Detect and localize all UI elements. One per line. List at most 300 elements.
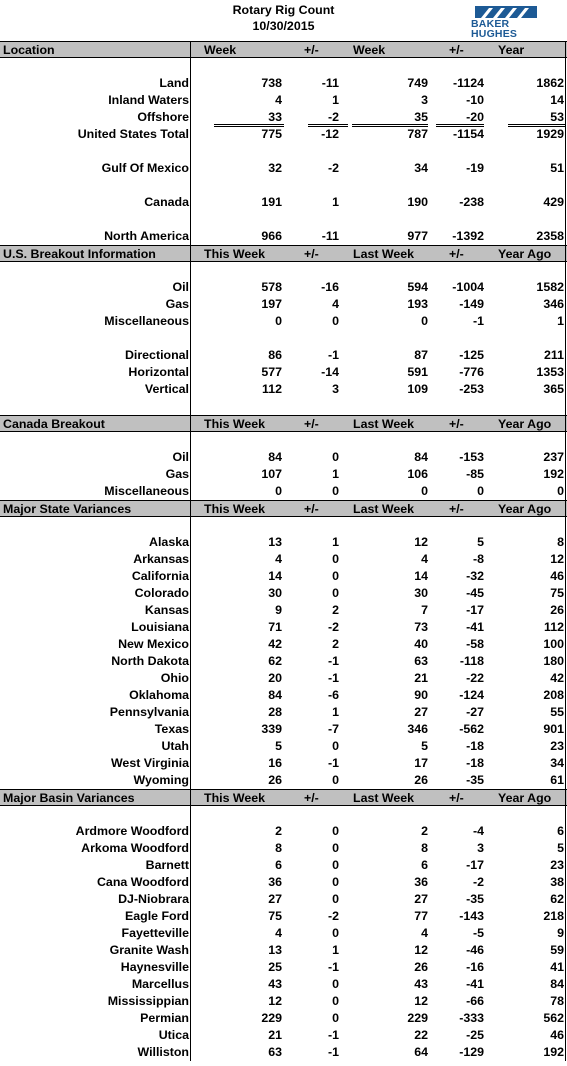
cell-last-week: 63 [414,654,428,668]
header-this-week: This Week [204,502,266,516]
cell-change-week: -11 [321,76,339,90]
cell-label: Miscellaneous [104,484,189,498]
header-year-ago: Year Ago [498,791,552,805]
cell-this-week: 12 [268,994,282,1008]
cell-change-year: -17 [466,858,484,872]
cell-last-week: 12 [414,994,428,1008]
section-header [0,500,567,517]
cell-change-week: 0 [332,773,339,787]
table-row [0,534,567,551]
cell-year-ago: 562 [543,1011,564,1025]
cell-label: Wyoming [133,773,189,787]
cell-this-week: 84 [268,688,282,702]
table-row [0,874,567,891]
header-change-year: +/- [449,502,464,516]
cell-year-ago: 1 [557,314,564,328]
cell-change-year: -27 [466,705,484,719]
cell-label: Gas [165,297,189,311]
total-underline [436,124,484,125]
cell-this-week: 775 [261,127,282,141]
cell-change-week: -1 [327,671,339,685]
cell-this-week: 13 [268,535,282,549]
header-last-week: Week [353,43,386,57]
spacer-row [0,262,567,279]
cell-last-week: 229 [407,1011,428,1025]
cell-change-year: -66 [466,994,484,1008]
header-change-week: +/- [304,417,319,431]
header-this-week: This Week [204,247,266,261]
cell-label: Miscellaneous [104,314,189,328]
cell-label: Kansas [144,603,189,617]
cell-last-week: 14 [414,569,428,583]
cell-year-ago: 112 [544,620,564,634]
cell-change-week: 0 [332,1011,339,1025]
header-label: Canada Breakout [3,417,105,431]
cell-label: Marcellus [131,977,189,991]
section-header [0,245,567,262]
table-row [0,75,567,92]
cell-last-week: 77 [414,909,428,923]
cell-change-week: 1 [332,195,339,209]
cell-change-year: -25 [466,1028,484,1042]
table-row [0,228,567,245]
cell-last-week: 5 [421,739,428,753]
cell-this-week: 25 [268,960,282,974]
table-row [0,993,567,1010]
cell-change-week: 0 [332,552,339,566]
table-row [0,942,567,959]
cell-change-week: -2 [327,161,339,175]
cell-year-ago: 211 [544,348,564,362]
spacer-row [0,58,567,75]
cell-this-week: 43 [268,977,282,991]
cell-label: Oil [172,450,189,464]
cell-last-week: 17 [414,756,428,770]
cell-change-week: 2 [332,603,339,617]
cell-label: Mississippian [107,994,189,1008]
cell-this-week: 20 [268,671,282,685]
header-change-week: +/- [304,791,319,805]
cell-this-week: 229 [261,1011,282,1025]
cell-label: Arkoma Woodford [81,841,189,855]
cell-last-week: 34 [414,161,428,175]
cell-year-ago: 75 [550,586,564,600]
cell-change-year: -8 [472,552,484,566]
cell-change-year: -17 [466,603,484,617]
cell-change-year: -46 [466,943,484,957]
cell-last-week: 109 [407,382,428,396]
cell-change-year: -1154 [452,127,484,141]
cell-this-week: 26 [268,773,282,787]
cell-this-week: 63 [268,1045,282,1059]
cell-label: Arkansas [133,552,189,566]
cell-label: Oklahoma [129,688,189,702]
cell-change-year: -143 [459,909,484,923]
cell-this-week: 112 [262,382,282,396]
cell-change-year: -22 [466,671,484,685]
header-year-ago: Year Ago [498,417,552,431]
cell-this-week: 14 [268,569,282,583]
spacer-row [0,330,567,347]
cell-change-year: -20 [466,110,484,124]
cell-year-ago: 429 [543,195,564,209]
cell-change-week: -12 [321,127,339,141]
table-row [0,296,567,313]
cell-change-week: -11 [321,229,339,243]
cell-change-week: 4 [332,297,339,311]
cell-change-week: -2 [327,110,339,124]
spacer-row [0,211,567,228]
table-row [0,313,567,330]
table-row [0,551,567,568]
cell-last-week: 0 [421,484,428,498]
cell-last-week: 591 [407,365,428,379]
cell-label: Ardmore Woodford [75,824,189,838]
cell-this-week: 36 [268,875,282,889]
cell-change-week: -1 [327,1045,339,1059]
total-underline [508,124,565,125]
cell-last-week: 87 [414,348,428,362]
table-row [0,449,567,466]
section-header [0,41,567,58]
cell-last-week: 84 [414,450,428,464]
cell-change-week: 0 [332,875,339,889]
cell-change-week: 1 [332,705,339,719]
cell-year-ago: 34 [550,756,564,770]
cell-last-week: 22 [414,1028,428,1042]
cell-change-week: 1 [332,467,339,481]
table-row [0,483,567,500]
cell-label: Directional [124,348,189,362]
cell-this-week: 21 [268,1028,282,1042]
cell-this-week: 30 [268,586,282,600]
section-header [0,415,567,432]
total-underline [308,124,348,125]
cell-label: North Dakota [111,654,189,668]
cell-year-ago: 9 [557,926,564,940]
cell-change-year: -45 [466,586,484,600]
cell-last-week: 73 [414,620,428,634]
cell-last-week: 594 [407,280,428,294]
cell-last-week: 35 [414,110,428,124]
cell-year-ago: 237 [543,450,564,464]
logo-line2: HUGHES [471,28,518,40]
cell-change-week: 0 [332,841,339,855]
report-title: Rotary Rig Count [232,3,335,17]
cell-change-week: 0 [332,586,339,600]
cell-change-year: -124 [459,688,484,702]
header-year-ago: Year [498,43,525,57]
cell-change-year: -41 [466,620,484,634]
cell-change-week: 0 [332,892,339,906]
cell-this-week: 71 [268,620,282,634]
table-row [0,381,567,398]
cell-last-week: 12 [414,535,428,549]
cell-change-year: -18 [466,756,484,770]
cell-change-week: 1 [332,93,339,107]
cell-last-week: 36 [414,875,428,889]
cell-change-week: 0 [332,858,339,872]
cell-this-week: 0 [275,314,282,328]
section-header [0,789,567,806]
cell-this-week: 738 [261,76,282,90]
cell-year-ago: 208 [543,688,564,702]
cell-last-week: 749 [407,76,428,90]
cell-year-ago: 1929 [536,127,564,141]
table-row [0,279,567,296]
cell-last-week: 977 [407,229,428,243]
header-last-week: Last Week [353,247,415,261]
cell-change-week: 0 [332,739,339,753]
header-change-year: +/- [449,417,464,431]
cell-change-year: -238 [459,195,484,209]
cell-label: Fayetteville [121,926,189,940]
table-row [0,925,567,942]
spacer-row [0,177,567,194]
cell-label: New Mexico [118,637,189,651]
cell-year-ago: 1582 [536,280,564,294]
cell-year-ago: 218 [543,909,564,923]
cell-label: Utica [158,1028,189,1042]
table-row [0,721,567,738]
cell-label: United States Total [77,127,189,141]
cell-year-ago: 8 [557,535,564,549]
cell-last-week: 40 [414,637,428,651]
cell-last-week: 4 [421,552,428,566]
table-row [0,619,567,636]
cell-year-ago: 5 [557,841,564,855]
cell-year-ago: 14 [550,93,564,107]
cell-year-ago: 46 [550,1028,564,1042]
header-change-year: +/- [449,791,464,805]
cell-change-year: -18 [466,739,484,753]
table-row [0,738,567,755]
cell-this-week: 86 [268,348,282,362]
table-row [0,772,567,789]
cell-this-week: 4 [275,93,282,107]
header-last-week: Last Week [353,502,415,516]
table-row [0,585,567,602]
cell-change-week: 0 [332,484,339,498]
cell-this-week: 5 [275,739,282,753]
cell-last-week: 27 [414,892,428,906]
cell-this-week: 4 [275,926,282,940]
cell-this-week: 966 [261,229,282,243]
spacer-row [0,398,567,415]
cell-label: Williston [137,1045,189,1059]
cell-last-week: 106 [407,467,428,481]
cell-last-week: 3 [421,93,428,107]
cell-change-week: 0 [332,824,339,838]
cell-this-week: 339 [261,722,282,736]
cell-year-ago: 26 [550,603,564,617]
header-last-week: Last Week [353,791,415,805]
cell-change-year: -41 [466,977,484,991]
cell-label: Inland Waters [108,93,189,107]
table-row [0,755,567,772]
cell-change-week: -16 [321,280,339,294]
table-row [0,670,567,687]
table-row [0,1027,567,1044]
table-row [0,823,567,840]
header-label: Major Basin Variances [3,791,135,805]
cell-change-week: 1 [332,535,339,549]
cell-change-week: -7 [327,722,339,736]
cell-last-week: 64 [414,1045,428,1059]
cell-change-year: -562 [459,722,484,736]
table-row [0,160,567,177]
cell-year-ago: 1862 [536,76,564,90]
cell-change-week: 0 [332,994,339,1008]
cell-last-week: 787 [407,127,428,141]
cell-change-year: -85 [466,467,484,481]
cell-label: Permian [140,1011,189,1025]
cell-label: Barnett [145,858,189,872]
cell-change-year: -5 [472,926,484,940]
cell-label: Alaska [149,535,189,549]
table-row [0,891,567,908]
table-row [0,908,567,925]
cell-year-ago: 180 [543,654,564,668]
cell-this-week: 191 [261,195,282,209]
header-year-ago: Year Ago [498,247,552,261]
cell-label: Horizontal [128,365,189,379]
table-row [0,1010,567,1027]
cell-change-week: -1 [327,348,339,362]
cell-label: North America [104,229,189,243]
cell-change-year: 5 [477,535,484,549]
cell-change-week: -2 [327,909,339,923]
cell-change-year: -10 [466,93,484,107]
cell-change-week: 1 [332,943,339,957]
table-border-line [190,41,191,1061]
cell-label: California [131,569,189,583]
cell-this-week: 16 [268,756,282,770]
cell-label: Granite Wash [109,943,189,957]
spacer-row [0,806,567,823]
table-row [0,976,567,993]
cell-change-year: -19 [466,161,484,175]
table-row [0,92,567,109]
cell-change-week: 0 [332,314,339,328]
table-row [0,959,567,976]
spacer-row [0,432,567,449]
cell-label: Vertical [144,382,189,396]
cell-change-year: -2 [472,875,484,889]
cell-label: West Virginia [110,756,189,770]
table-row [0,1044,567,1061]
cell-year-ago: 62 [550,892,564,906]
cell-year-ago: 6 [557,824,564,838]
cell-year-ago: 2358 [536,229,564,243]
cell-label: Haynesville [120,960,189,974]
cell-year-ago: 53 [550,110,564,124]
cell-label: Gulf Of Mexico [101,161,189,175]
cell-label: Louisiana [131,620,189,634]
cell-last-week: 26 [414,773,428,787]
cell-this-week: 27 [268,892,282,906]
cell-label: Offshore [137,110,189,124]
header-change-week: +/- [304,247,319,261]
table-row [0,194,567,211]
rig-count-table [0,41,567,1061]
cell-last-week: 8 [421,841,428,855]
total-underline [214,124,284,125]
cell-last-week: 7 [421,603,428,617]
cell-this-week: 577 [261,365,282,379]
cell-last-week: 30 [414,586,428,600]
cell-last-week: 0 [421,314,428,328]
cell-change-year: -1392 [452,229,484,243]
cell-change-year: 0 [477,484,484,498]
header-change-week: +/- [304,43,319,57]
table-row [0,840,567,857]
cell-change-year: -1124 [452,76,484,90]
cell-year-ago: 59 [550,943,564,957]
cell-change-year: -58 [466,637,484,651]
cell-change-week: 0 [332,977,339,991]
cell-last-week: 21 [414,671,428,685]
table-row [0,126,567,143]
cell-change-year: -125 [459,348,484,362]
cell-this-week: 107 [261,467,282,481]
header-change-year: +/- [449,43,464,57]
cell-year-ago: 38 [550,875,564,889]
cell-year-ago: 23 [550,739,564,753]
cell-last-week: 2 [421,824,428,838]
cell-change-week: 0 [332,926,339,940]
cell-change-year: -1 [472,314,484,328]
cell-this-week: 2 [275,824,282,838]
cell-this-week: 197 [261,297,282,311]
table-row [0,857,567,874]
table-row [0,704,567,721]
header-this-week: This Week [204,791,266,805]
cell-this-week: 578 [261,280,282,294]
cell-year-ago: 192 [543,467,564,481]
cell-year-ago: 84 [550,977,564,991]
cell-year-ago: 55 [550,705,564,719]
header-last-week: Last Week [353,417,415,431]
cell-year-ago: 78 [550,994,564,1008]
cell-year-ago: 61 [550,773,564,787]
cell-year-ago: 901 [543,722,564,736]
cell-change-year: -1004 [452,280,484,294]
cell-change-year: -153 [459,450,484,464]
cell-year-ago: 346 [543,297,564,311]
table-row [0,568,567,585]
cell-change-year: -35 [466,773,484,787]
header-label: U.S. Breakout Information [3,247,156,261]
cell-year-ago: 41 [550,960,564,974]
cell-last-week: 27 [414,705,428,719]
cell-year-ago: 192 [543,1045,564,1059]
cell-change-year: -776 [459,365,484,379]
cell-last-week: 346 [407,722,428,736]
cell-this-week: 8 [275,841,282,855]
table-row [0,653,567,670]
cell-year-ago: 1353 [536,365,564,379]
table-row [0,687,567,704]
header-year-ago: Year Ago [498,502,552,516]
cell-year-ago: 0 [557,484,564,498]
cell-change-year: -253 [459,382,484,396]
cell-last-week: 4 [421,926,428,940]
header-this-week: This Week [204,417,266,431]
cell-change-year: -118 [459,654,484,668]
cell-this-week: 84 [268,450,282,464]
cell-label: Utah [161,739,189,753]
